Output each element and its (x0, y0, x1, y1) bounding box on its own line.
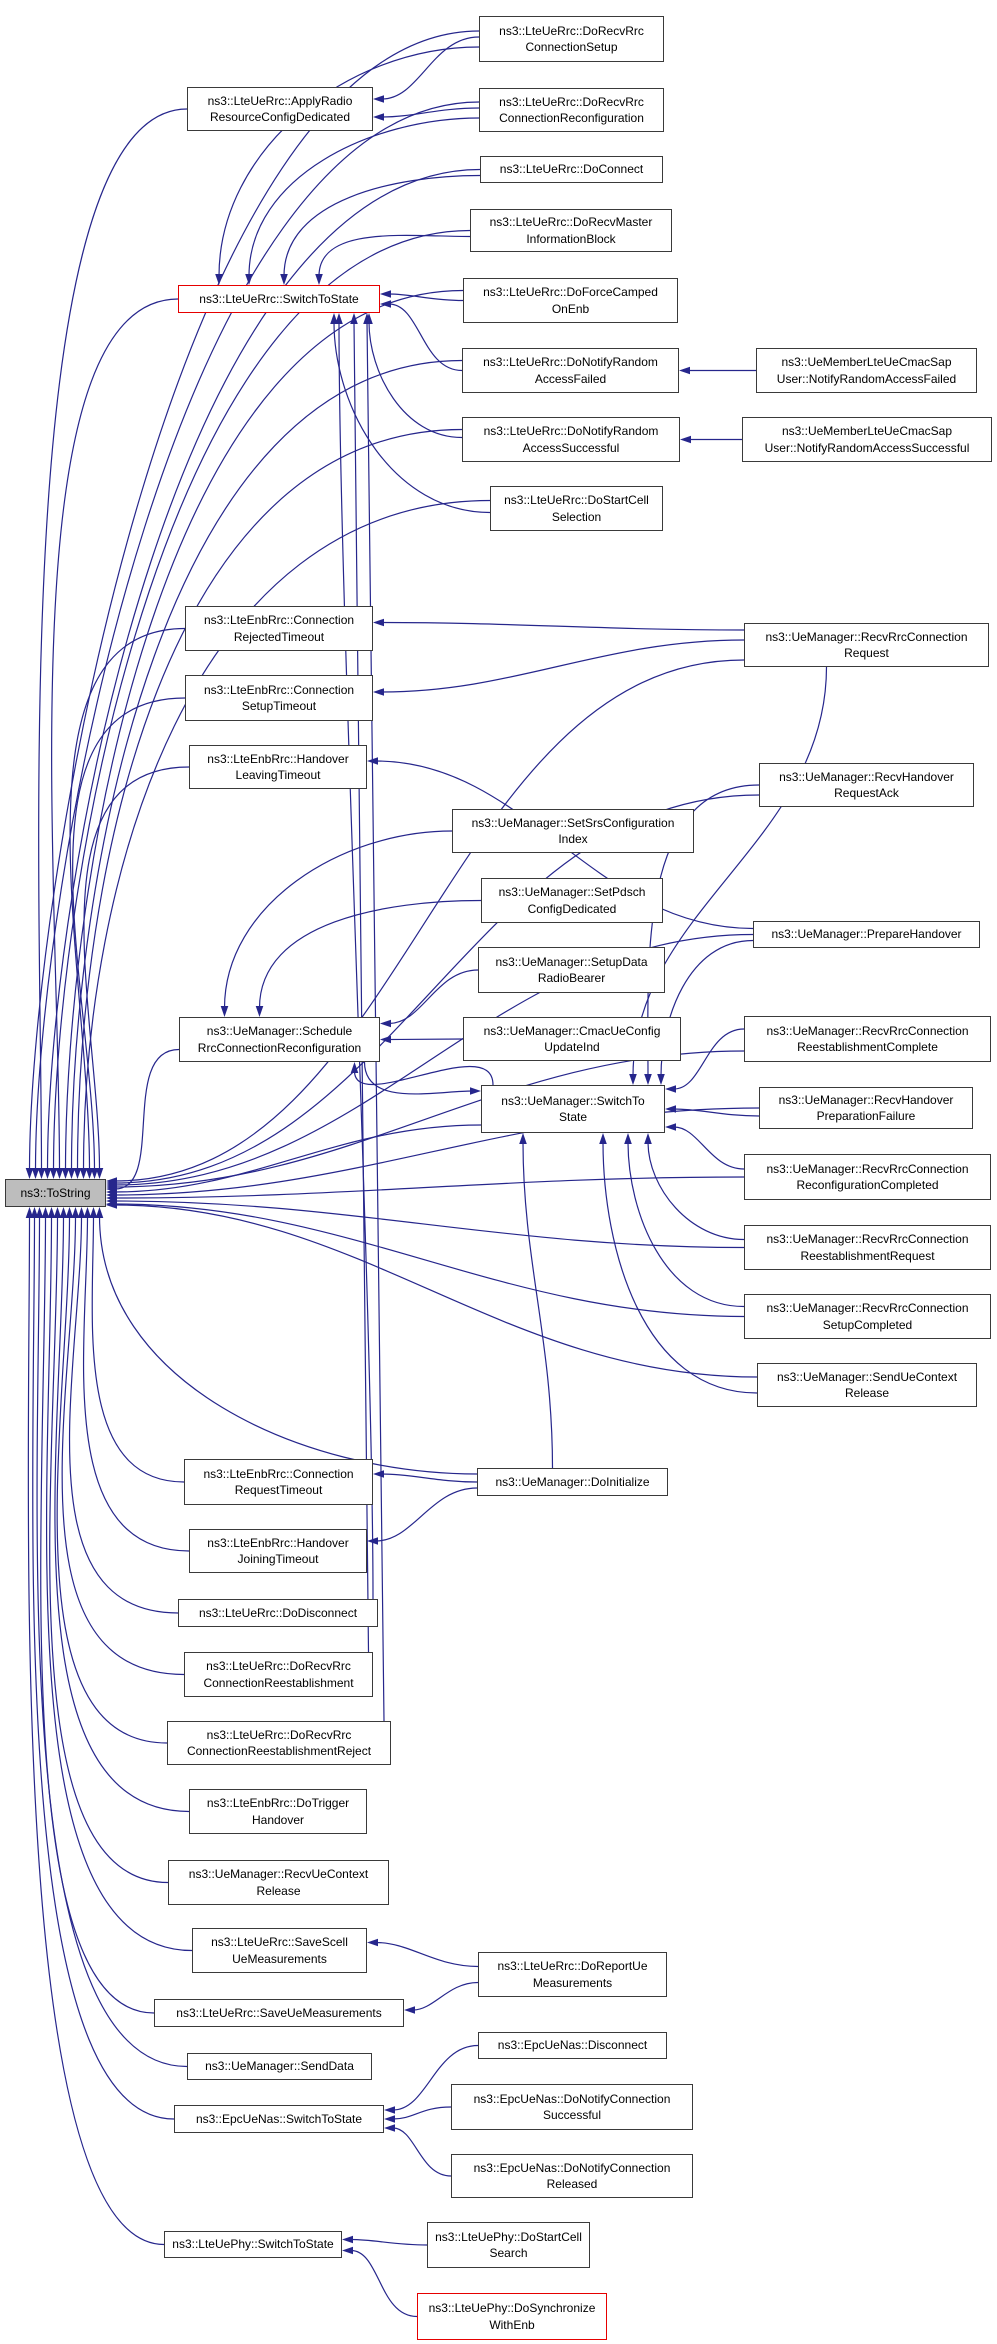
edge-connRequestT-to-tostring (92, 1216, 184, 1482)
graph-node-ueMemberSucc[interactable] (742, 417, 992, 462)
graph-node-label: RejectedTimeout (233, 629, 325, 644)
graph-node-connRequestT[interactable] (184, 1459, 373, 1505)
edge-recvUeCtxRel-to-tostring (50, 1216, 168, 1883)
graph-node-epcSwitch[interactable] (174, 2105, 384, 2133)
graph-node-label: ns3::UeManager::SwitchTo (501, 1093, 645, 1108)
graph-node-sendUeCtxRel[interactable] (757, 1363, 977, 1407)
graph-node-label: ns3::UeManager::SetSrsConfiguration (471, 815, 675, 830)
edge-ueMgrSwitch-to-scheduleRrc (355, 1067, 494, 1085)
arrowhead-sendUeCtxRel-to-ueMgrSwitch (599, 1133, 607, 1144)
graph-node-label: User::NotifyRandomAccessFailed (776, 371, 957, 386)
edge-epcNotifyRel-to-epcSwitch (393, 2128, 451, 2176)
edge-doRecvConnReconf-to-ueRrcSwitch (249, 118, 479, 276)
edge-doInitialize-to-ueMgrSwitch (523, 1142, 553, 1468)
arrowhead-recvReestComplete-to-ueMgrSwitch (665, 1085, 676, 1093)
graph-node-recvReestRequest[interactable] (744, 1225, 991, 1270)
graph-node-label: ns3::LteUeRrc::DoConnect (499, 162, 644, 177)
arrowhead-recvRrcConnReq-to-ueMgrSwitch (629, 1074, 637, 1085)
edge-sendUeCtxRel-to-tostring (115, 1205, 757, 1377)
graph-node-label: Released (546, 2177, 598, 2191)
arrowhead-epcNotifyRel-to-epcSwitch (384, 2124, 395, 2132)
graph-node-label: State (558, 1110, 588, 1124)
graph-node-label: ConnectionReestablishment (203, 1675, 354, 1690)
graph-node-label: ns3::UeManager::RecvRrcConnection (766, 1232, 969, 1246)
graph-node-label: ns3::UeManager::SetupData (495, 954, 648, 969)
graph-node-label: Release (844, 1386, 890, 1400)
graph-node-label: ns3::UeManager::RecvUeContext (188, 1867, 369, 1881)
graph-node-label: ns3::UeManager::RecvHandover (778, 1092, 954, 1107)
graph-node-label: WithEnb (489, 2317, 535, 2332)
edge-doRecvConnSetup-to-tostring (30, 31, 480, 1170)
graph-node-setPdsch[interactable] (481, 878, 663, 923)
edge-cmacUeConfig-to-scheduleRrc (389, 1039, 463, 1040)
arrowhead-doConnect-to-tostring (44, 1168, 52, 1179)
arrowhead-applyRadio-to-tostring (38, 1168, 46, 1179)
graph-node-label: ns3::LteUePhy::DoSynchronize (428, 2301, 596, 2315)
graph-node-label: Request (844, 646, 889, 660)
edge-doInitialize-to-connRequestT (382, 1474, 477, 1482)
graph-node-label: ns3::LteUeRrc::SaveUeMeasurements (176, 2005, 382, 2020)
graph-node-label: Release (256, 1883, 301, 1898)
graph-node-handoverJoining[interactable] (189, 1529, 367, 1573)
arrowhead-doInitialize-to-ueMgrSwitch (519, 1133, 527, 1144)
arrowhead-handoverLeaving-to-tostring (96, 1168, 104, 1179)
graph-node-doRecvConnReconf[interactable] (479, 88, 664, 132)
edge-recvHandPrepFail-to-ueMgrSwitch (674, 1109, 759, 1116)
arrowhead-ueMemberSucc-to-doNotifySucc (680, 436, 691, 444)
edge-doStartCellSel-to-tostring (84, 501, 491, 1171)
graph-node-phySyncEnb[interactable] (417, 2293, 607, 2340)
arrowhead-doDisconnect-to-ueRrcSwitch (335, 313, 343, 324)
edge-doRecvReest-to-ueRrcSwitch (354, 322, 369, 1652)
graph-node-connSetupT[interactable] (185, 675, 373, 721)
arrowhead-saveScell-to-tostring (48, 1207, 56, 1218)
graph-node-label: ns3::EpcUeNas::DoNotifyConnection (473, 2091, 671, 2106)
arrowhead-connRequestT-to-tostring (90, 1207, 98, 1218)
graph-node-label: ns3::UeManager::RecvHandover (779, 769, 954, 784)
graph-node-epcDisconnect[interactable] (478, 2032, 667, 2059)
graph-node-label: ConnectionReestablishmentReject (186, 1744, 372, 1758)
graph-node-label: ns3::EpcUeNas::DoNotifyConnection (473, 2160, 671, 2175)
graph-node-label: ns3::UeManager::PrepareHandover (771, 927, 962, 942)
graph-node-label: AccessFailed (534, 371, 607, 386)
edge-phyCellSearch-to-phySwitch (351, 2240, 427, 2246)
graph-node-label: ns3::LteEnbRrc::DoTrigger (206, 1796, 350, 1810)
graph-node-label: SetupTimeout (241, 699, 317, 713)
graph-node-saveUe[interactable] (154, 1999, 404, 2027)
graph-node-label: ns3::UeManager::SendData (205, 2059, 354, 2074)
graph-node-handoverLeaving[interactable] (189, 745, 367, 789)
arrowhead-prepareHandover-to-ueMgrSwitch (657, 1074, 665, 1085)
arrowhead-doInitialize-to-tostring (96, 1207, 104, 1218)
graph-node-label: ns3::LteUeRrc::DoRecvRrc (499, 94, 644, 109)
graph-node-label: Handover (251, 1812, 305, 1827)
arrowhead-doRecvReest-to-tostring (72, 1207, 80, 1218)
graph-node-label: ns3::LteEnbRrc::Handover (207, 751, 349, 766)
graph-node-label: RadioBearer (537, 971, 606, 985)
arrowhead-recvRrcConnReq-to-connSetupT (373, 688, 384, 696)
graph-node-label: ns3::LteEnbRrc::Connection (203, 682, 355, 697)
graph-node-label: Measurements (532, 1975, 613, 1990)
graph-node-tostring (5, 1179, 106, 1207)
edge-sendUeCtxRel-to-ueMgrSwitch (603, 1142, 757, 1393)
graph-node-label: ns3::LteEnbRrc::Connection (203, 613, 355, 627)
graph-node-label: OnEnb (551, 301, 590, 316)
graph-node-label: ConnectionReconfiguration (499, 111, 644, 125)
arrowhead-recvSetupCompleted-to-ueMgrSwitch (624, 1133, 632, 1144)
graph-node-recvRrcConnReq[interactable] (744, 623, 989, 667)
edge-doNotifySucc-to-ueRrcSwitch (369, 322, 462, 438)
arrowhead-doDisconnect-to-tostring (78, 1207, 86, 1218)
edge-setPdsch-to-scheduleRrc (260, 901, 482, 1009)
graph-node-label: ns3::EpcUeNas::Disconnect (497, 2038, 648, 2053)
graph-node-doRecvMaster[interactable] (470, 209, 672, 252)
arrowhead-doRecvMaster-to-ueRrcSwitch (315, 274, 323, 285)
graph-node-label: ReestablishmentComplete (797, 1040, 938, 1054)
graph-node-recvReconfCompleted[interactable] (744, 1154, 991, 1200)
edge-recvReconfCompleted-to-ueMgrSwitch (674, 1127, 744, 1169)
arrowhead-recvReconfCompleted-to-ueMgrSwitch (665, 1123, 676, 1131)
arrowhead-doRecvMaster-to-tostring (50, 1168, 58, 1179)
graph-node-label: RrcConnectionReconfiguration (197, 1040, 362, 1055)
graph-node-doInitialize[interactable] (477, 1468, 668, 1496)
graph-node-scheduleRrc[interactable] (179, 1017, 380, 1062)
graph-node-label: ns3::LteUeRrc::DoForceCamped (483, 285, 658, 299)
graph-node-applyRadio[interactable] (187, 87, 373, 131)
arrowhead-setPdsch-to-scheduleRrc (256, 1006, 264, 1017)
graph-node-label: ns3::LteUeRrc::DoNotifyRandom (483, 355, 658, 369)
graph-node-label: UpdateInd (544, 1040, 600, 1054)
graph-node-label: ns3::LteUeRrc::DoReportUe (497, 1959, 648, 1973)
graph-node-label: ns3::LteUeRrc::ApplyRadio (207, 93, 353, 108)
arrowhead-recvUeCtxRel-to-tostring (54, 1207, 62, 1218)
arrowhead-phySwitch-to-tostring (26, 1207, 34, 1218)
graph-node-setupData[interactable] (478, 947, 665, 993)
graph-node-setSrs[interactable] (452, 809, 694, 853)
edge-doInitialize-to-handoverJoining (376, 1488, 477, 1541)
graph-node-recvUeCtxRel[interactable] (168, 1860, 389, 1905)
edge-setSrs-to-scheduleRrc (225, 831, 453, 1008)
graph-node-epcNotifySucc[interactable] (451, 2084, 693, 2130)
graph-node-label: Successful (542, 2108, 602, 2122)
graph-node-doReportUe[interactable] (478, 1952, 667, 1997)
graph-node-doStartCellSel[interactable] (490, 486, 663, 531)
graph-node-label: RequestAck (834, 786, 899, 800)
graph-node-label: ns3::UeManager::DoInitialize (495, 1474, 650, 1489)
graph-node-ueMgrSwitch[interactable] (481, 1085, 665, 1133)
graph-node-label: LeavingTimeout (235, 768, 321, 782)
graph-node-label: ns3::LteUeRrc::SwitchToState (199, 291, 359, 306)
graph-node-recvSetupCompleted[interactable] (744, 1294, 991, 1339)
arrowhead-doReportUe-to-saveUe (404, 2006, 415, 2014)
arrowhead-phyCellSearch-to-phySwitch (342, 2236, 353, 2244)
graph-node-label: ns3::UeManager::SendUeContext (776, 1369, 958, 1384)
graph-node-prepareHandover[interactable] (753, 921, 980, 948)
graph-node-label: SetupCompleted (822, 1317, 913, 1332)
graph-node-label: ns3::UeManager::CmacUeConfig (483, 1023, 661, 1038)
edge-doReportUe-to-saveScell (376, 1943, 478, 1967)
graph-node-doNotifyFail[interactable] (462, 348, 679, 393)
graph-node-label: ns3::LteUeRrc::DoRecvRrc (206, 1727, 352, 1742)
graph-node-label: ns3::UeManager::RecvRrcConnection (766, 1161, 969, 1176)
edge-doRecvConnSetup-to-applyRadio (382, 37, 479, 99)
graph-node-label: ns3::ToString (20, 1185, 91, 1200)
edge-recvReestRequest-to-ueMgrSwitch (648, 1142, 744, 1240)
graph-node-doForceCamped[interactable] (463, 278, 678, 323)
arrowhead-handoverJoining-to-tostring (84, 1207, 92, 1218)
edge-doRecvReest-to-tostring (62, 1216, 184, 1675)
graph-node-cmacUeConfig[interactable] (463, 1017, 681, 1061)
graph-node-doRecvReestRej[interactable] (167, 1721, 391, 1765)
graph-node-label: ResourceConfigDedicated (209, 110, 351, 124)
graph-node-doDisconnect[interactable] (178, 1599, 378, 1627)
edge-recvSetupCompleted-to-ueMgrSwitch (628, 1142, 744, 1307)
graph-node-label: ns3::LteUeRrc::DoStartCell (504, 493, 649, 507)
graph-node-ueRrcSwitch[interactable] (178, 285, 380, 313)
graph-node-doConnect[interactable] (480, 156, 663, 183)
arrowhead-ueMemberFail-to-doNotifyFail (679, 367, 690, 375)
graph-node-label: ReestablishmentRequest (800, 1248, 935, 1263)
graph-node-label: ns3::EpcUeNas::SwitchToState (195, 2111, 363, 2126)
arrowhead-recvRrcConnReq-to-connRejected (373, 619, 384, 627)
graph-node-recvHandReqAck[interactable] (759, 763, 974, 807)
graph-node-label: ns3::LteUePhy::SwitchToState (172, 2237, 334, 2252)
graph-node-phySwitch[interactable] (164, 2231, 342, 2258)
graph-node-label: ns3::LteUePhy::DoStartCell (435, 2229, 582, 2244)
graph-node-epcNotifyRel[interactable] (451, 2154, 693, 2198)
graph-node-label: ns3::LteUeRrc::DoNotifyRandom (483, 424, 659, 438)
graph-node-label: ConfigDedicated (527, 901, 617, 916)
graph-node-label: ns3::UeMemberLteUeCmacSap (781, 355, 952, 369)
edge-recvReestRequest-to-tostring (115, 1201, 744, 1248)
arrowhead-setSrs-to-scheduleRrc (221, 1006, 229, 1017)
arrowhead-cmacUeConfig-to-scheduleRrc (380, 1036, 391, 1044)
arrowhead-doTrigger-to-tostring (60, 1207, 68, 1218)
arrowhead-doRecvReestRej-to-tostring (66, 1207, 74, 1218)
edge-scheduleRrc-to-tostring (115, 1050, 179, 1190)
graph-node-phyCellSearch[interactable] (427, 2222, 590, 2268)
graph-node-recvHandPrepFail[interactable] (759, 1087, 973, 1129)
edge-doRecvReestRej-to-tostring (57, 1216, 167, 1743)
graph-node-doTrigger[interactable] (189, 1789, 367, 1834)
graph-node-connRejected[interactable] (185, 606, 373, 651)
graph-node-label: ns3::LteUeRrc::DoDisconnect (198, 1605, 358, 1620)
edge-phySyncEnb-to-phySwitch (351, 2251, 417, 2317)
graph-node-label: PreparationFailure (816, 1109, 916, 1123)
graph-node-label: ns3::UeManager::SetPdsch (498, 885, 646, 899)
edge-doInitialize-to-tostring (100, 1216, 478, 1474)
arrowhead-doInitialize-to-connRequestT (373, 1470, 384, 1478)
arrowhead-ueMgrSwitch-to-scheduleRrc (351, 1062, 359, 1073)
edge-doReportUe-to-saveUe (413, 1983, 478, 2011)
arrowhead-doStartCellSel-to-tostring (80, 1168, 88, 1179)
arrowhead-doForceCamped-to-tostring (62, 1168, 70, 1179)
graph-node-label: Index (558, 832, 588, 846)
graph-node-label: ns3::UeMemberLteUeCmacSap (781, 424, 953, 438)
edge-handoverJoining-to-tostring (84, 1216, 189, 1551)
graph-node-label: User::NotifyRandomAccessSuccessful (764, 440, 970, 455)
arrowhead-doNotifyFail-to-tostring (68, 1168, 76, 1179)
arrowhead-doRecvConnReconf-to-ueRrcSwitch (245, 274, 253, 285)
arrowhead-doForceCamped-to-ueRrcSwitch (380, 290, 391, 298)
edge-doRecvMaster-to-ueRrcSwitch (319, 235, 470, 276)
arrowhead-doRecvConnSetup-to-applyRadio (373, 95, 384, 103)
graph-node-label: ns3::LteUeRrc::DoRecvMaster (489, 215, 653, 229)
edge-ueMgrSwitch-to-tostring (115, 1125, 481, 1192)
graph-node-label: JoiningTimeout (237, 1552, 319, 1566)
graph-node-doRecvReest[interactable] (184, 1652, 373, 1697)
graph-node-label: ns3::UeManager::RecvRrcConnection (765, 629, 968, 644)
graph-node-label: ns3::LteUeRrc::SaveScell (211, 1935, 348, 1949)
edge-saveUe-to-tostring (41, 1216, 154, 2013)
arrowhead-saveUe-to-tostring (42, 1207, 50, 1218)
graph-node-label: ConnectionSetup (525, 40, 618, 54)
graph-node-recvReestComplete[interactable] (744, 1016, 991, 1062)
graph-node-label: ns3::UeManager::RecvRrcConnection (766, 1301, 969, 1315)
arrowhead-scheduleRrc-to-ueMgrSwitch (470, 1087, 481, 1095)
edge-recvRrcConnReq-to-connRejected (382, 623, 744, 631)
arrowhead-recvReestRequest-to-ueMgrSwitch (644, 1133, 652, 1144)
graph-node-label: ns3::UeManager::Schedule (206, 1024, 353, 1038)
arrowhead-doRecvConnReconf-to-applyRadio (373, 113, 384, 121)
graph-node-saveScell[interactable] (192, 1928, 367, 1973)
graph-node-doRecvConnSetup[interactable] (479, 16, 664, 62)
arrowhead-setupData-to-scheduleRrc (380, 1020, 391, 1028)
arrowhead-doRecvConnReconf-to-tostring (32, 1168, 40, 1179)
graph-node-label: RequestTimeout (234, 1483, 323, 1497)
arrowhead-epcNotifySucc-to-epcSwitch (384, 2115, 395, 2123)
arrowhead-ueRrcSwitch-to-tostring (56, 1168, 64, 1179)
arrowhead-recvHandReqAck-to-ueMgrSwitch (644, 1074, 652, 1085)
arrowhead-epcDisconnect-to-epcSwitch (384, 2106, 395, 2114)
edge-saveScell-to-tostring (47, 1216, 192, 1951)
edge-scheduleRrc-to-ueMgrSwitch (365, 1062, 473, 1094)
graph-node-label: AccessSuccessful (522, 440, 620, 455)
arrowhead-doRecvConnSetup-to-tostring (26, 1168, 34, 1179)
edge-recvSetupCompleted-to-tostring (115, 1204, 744, 1317)
graph-node-label: Search (489, 2246, 528, 2260)
arrowhead-phySyncEnb-to-phySwitch (342, 2247, 353, 2255)
graph-node-doNotifySucc[interactable] (462, 417, 680, 462)
graph-node-label: ns3::LteUeRrc::DoRecvRrc (499, 23, 644, 38)
graph-node-label: ns3::LteEnbRrc::Connection (203, 1466, 354, 1481)
graph-node-label: Selection (551, 509, 602, 524)
edge-setupData-to-scheduleRrc (389, 970, 478, 1024)
graph-node-label: ReconfigurationCompleted (796, 1178, 939, 1192)
graph-node-label: ns3::LteUeRrc::DoRecvRrc (206, 1659, 351, 1673)
graph-node-label: InformationBlock (526, 231, 616, 246)
graph-node-label: ns3::UeManager::RecvRrcConnection (766, 1023, 969, 1038)
arrowhead-doReportUe-to-saveScell (367, 1939, 378, 1947)
arrowhead-doRecvConnSetup-to-ueRrcSwitch (215, 274, 223, 285)
graph-node-ueMemberFail[interactable] (756, 348, 977, 393)
edge-recvReestComplete-to-ueMgrSwitch (674, 1029, 744, 1089)
arrowhead-doNotifySucc-to-tostring (74, 1168, 82, 1179)
graph-node-label: UeMeasurements (232, 1951, 327, 1966)
graph-node-sendData[interactable] (187, 2053, 372, 2080)
graph-node-label: ns3::LteEnbRrc::Handover (207, 1535, 349, 1550)
